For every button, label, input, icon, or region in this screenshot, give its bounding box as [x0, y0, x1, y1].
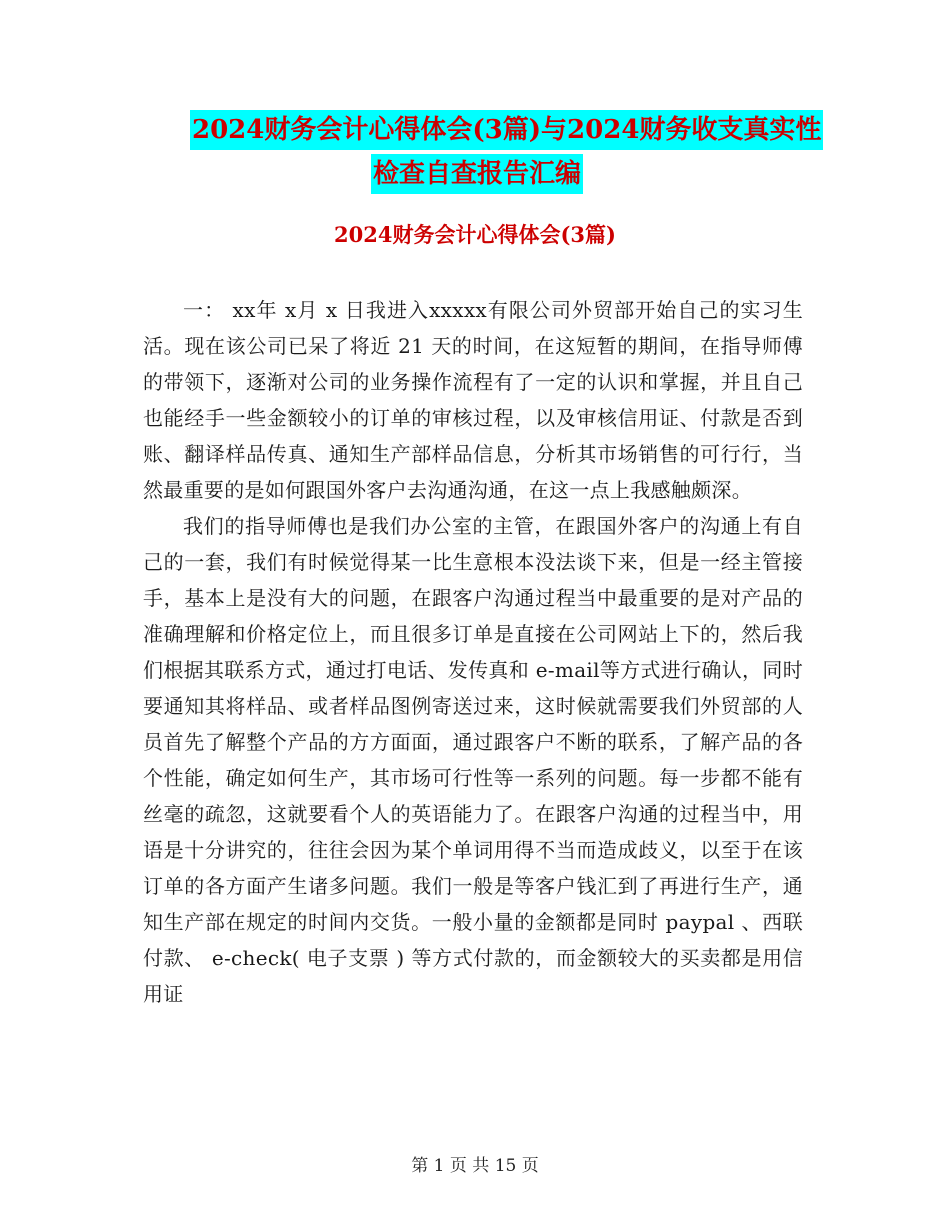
document-title-line-1: 2024财务会计心得体会(3篇)与2024财务收支真实性 — [190, 110, 823, 150]
document-title-line-2: 检查自查报告汇编 — [371, 154, 583, 194]
paragraph: 一： xx年 x月 x 日我进入xxxxx有限公司外贸部开始自己的实习生活。现在该公司已呆了将近 21 天的时间，在这短暂的期间，在指导师傅的带领下，逐渐对公司的业务操作流程有了一定的认识和掌握，并且自己也能经手一些金额较小的订单的审核过程，以及审核信用证、付款是否到账、翻译样品传真、通知生产部样品信息，分析其市场销售的可行行，当然最重要的是如何跟国外客户去沟通沟通，在这一点上我感触颇深。 — [143, 298, 803, 502]
section-heading: 2024财务会计心得体会(3篇) — [334, 222, 616, 247]
body-text — [143, 292, 803, 1012]
page-number-footer: 第 1 页 共 15 页 — [411, 1156, 539, 1176]
paragraph: 我们的指导师傅也是我们办公室的主管，在跟国外客户的沟通上有自己的一套，我们有时候觉得某一比生意根本没法谈下来，但是一经主管接手，基本上是没有大的问题，在跟客户沟通过程当中最重要的是对产品的准确理解和价格定位上，而且很多订单是直接在公司网站上下的，然后我们根据其联系方式，通过打电话、发传真和 e-mail等方式进行确认，同时要通知其将样品、或者样品图例寄送过来，这时候就需要我们外贸部的人员首先了解整个产品的方方面面，通过跟客户不断的联系，了解产品的各个性能，确定如何生产，其市场可行性等一系列的问题。每一步都不能有丝毫的疏忽，这就要看个人的英语能力了。在跟客户沟通的过程当中，用语是十分讲究的，往往会因为某个单词用得不当而造成歧义，以至于在该订单的各方面产生诸多问题。我们一般是等客户钱汇到了再进行生产，通知生产部在规定的时间内交货。一般小量的金额都是同时 paypal 、西联付款、 e-check( 电子支票 ) 等方式付款的，而金额较大的买卖都是用信用证 — [143, 514, 803, 1006]
